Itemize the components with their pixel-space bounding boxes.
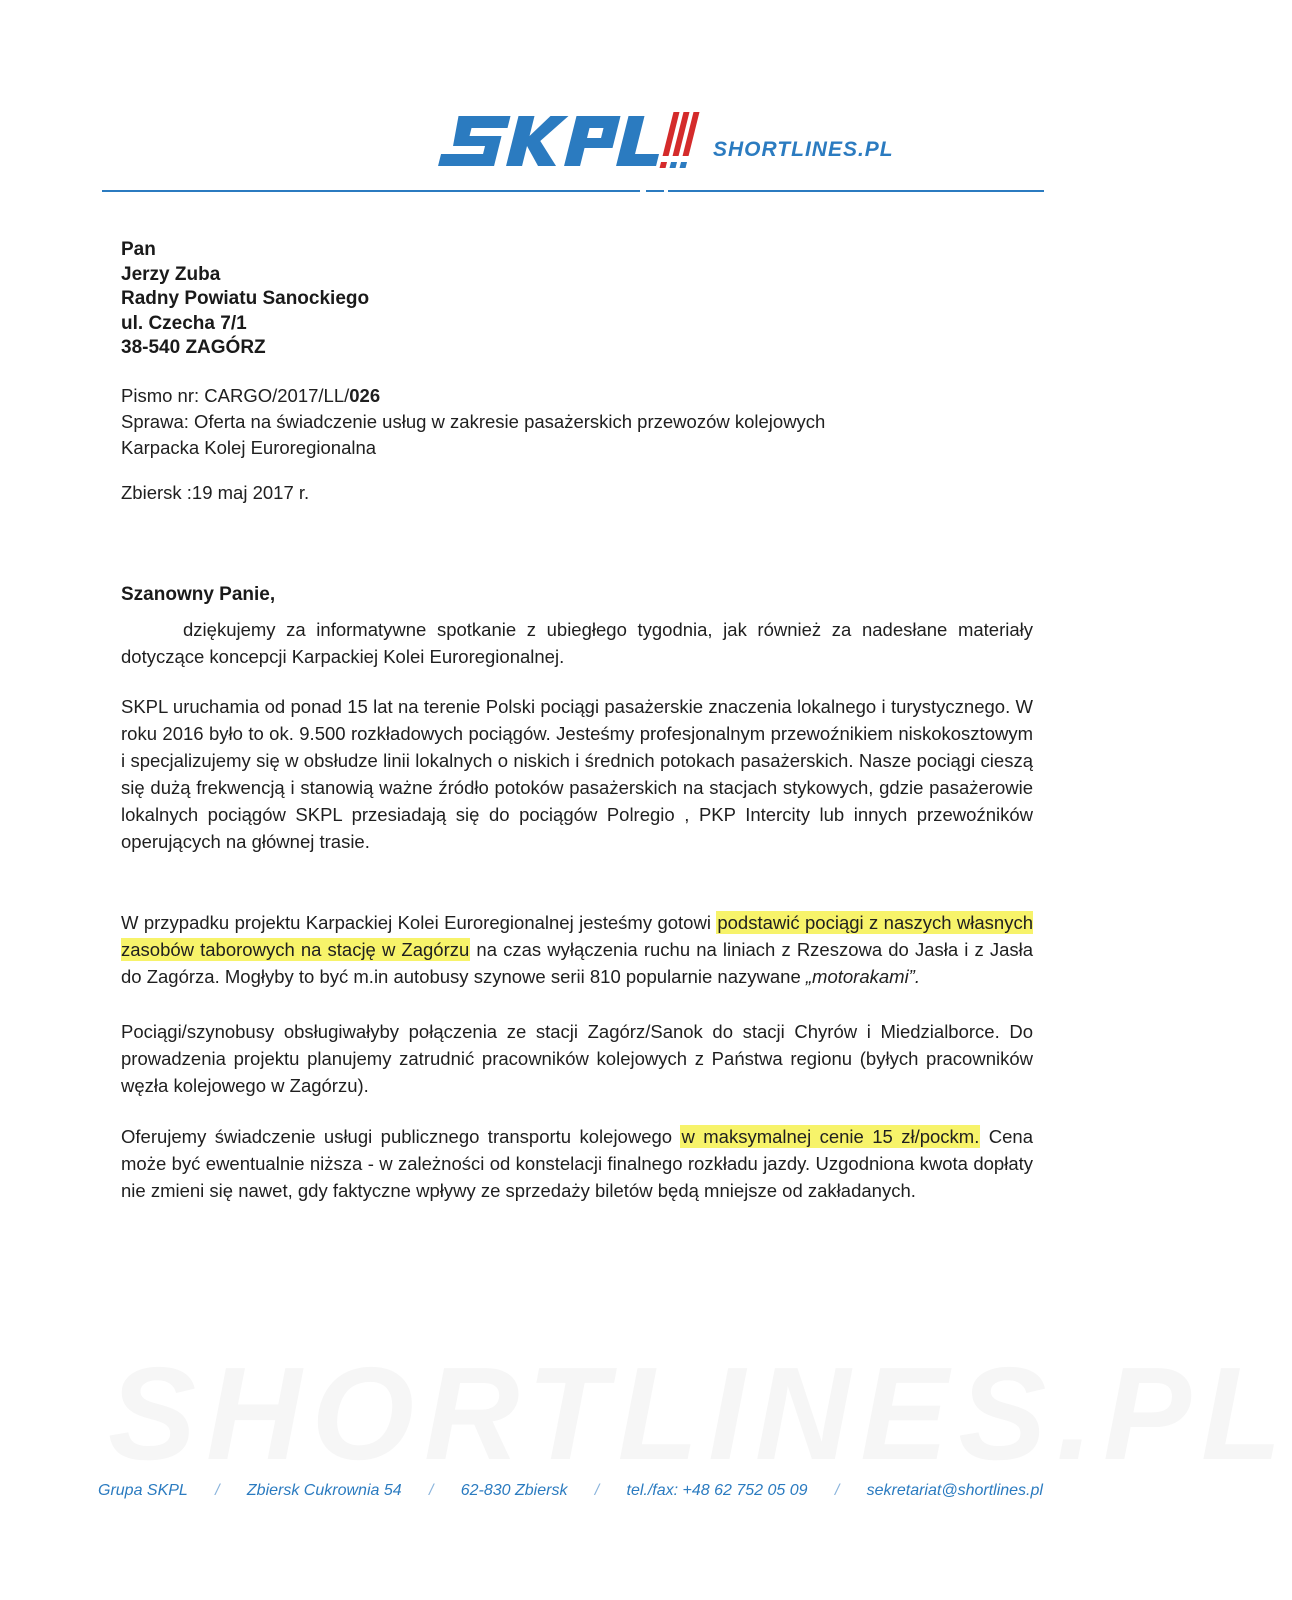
header-rule-dash (646, 190, 664, 192)
reference-id: 026 (349, 385, 381, 406)
watermark: SHORTLINES.PL (108, 1340, 1292, 1487)
letter-meta (121, 383, 825, 461)
subject-line-1: Sprawa: Oferta na świadczenie usług w zakresie pasażerskich przewozów kolejowych (121, 411, 826, 432)
recipient-city: 38-540 ZAGÓRZ (121, 337, 266, 358)
footer-separator: / (428, 1482, 434, 1499)
footer-address: Zbiersk Cukrownia 54 (246, 1482, 402, 1499)
footer (98, 1482, 1043, 1500)
skpl-logo (443, 106, 693, 176)
proposal-text-a: W przypadku projektu Karpackiej Kolei Euroregionalnej jesteśmy gotowi (121, 912, 717, 933)
reference-label: Pismo nr: CARGO/2017/LL/ (121, 385, 350, 406)
footer-separator: / (594, 1482, 600, 1499)
recipient-title: Pan (121, 239, 156, 260)
paragraph-connections: Pociągi/szynobusy obsługiwałyby połączenia ze stacji Zagórz/Sanok do stacji Chyrów i Miedzialborce. Do prowadzenia projektu planujemy zatrudnić pracowników kolejowych z Państwa regionu (byłych pracowników węzła kolejowego w Zagórzu). (121, 1021, 1033, 1096)
header-rule (102, 190, 1044, 192)
letter-date: Zbiersk :19 maj 2017 r. (121, 482, 310, 503)
footer-postal: 62-830 Zbiersk (460, 1482, 568, 1499)
site-name: SHORTLINES.PL (713, 138, 894, 161)
footer-separator: / (215, 1482, 220, 1499)
paragraph-offer (121, 1123, 1033, 1204)
offer-text-a: Oferujemy świadczenie usługi publicznego transportu kolejowego (121, 1126, 681, 1147)
reference-number (121, 383, 825, 409)
recipient-address (121, 238, 369, 361)
offer-text-b: Cena może być ewentualnie niższa - w zależności od konstelacji finalnego rozkładu jazdy. Uzgodniona kwota dopłaty nie zmieni się nawet, gdy faktyczne wpływy ze sprzedaży biletów będą mniejsze od zakładanych. (121, 1126, 1033, 1201)
paragraph-proposal (121, 909, 1033, 990)
proposal-text-b: na czas wyłączenia ruchu na liniach z Rzeszowa do Jasła i z Jasła do Zagórza. Mogłyby to być m.in autobusy szynowe serii 810 popularnie nazywane (121, 939, 1034, 987)
recipient-street: ul. Czecha 7/1 (121, 312, 247, 334)
paragraph-about-skpl: SKPL uruchamia od ponad 15 lat na terenie Polski pociągi pasażerskie znaczenia lokalnego i turystycznego. W roku 2016 było to ok. 9.500 rozkładowych pociągów. Jesteśmy profesjonalnym przewoźnikiem niskokosztowym i specjalizujemy się w obsłudze linii lokalnych o niskich i średnich potokach pasażerskich. Nasze pociągi cieszą się dużą frekwencją i stanowią ważne źródło potoków pasażerskich na stacjach stykowych, gdzie pasażerowie lokalnych pociągów SKPL przesiadają się do pociągów Polregio , PKP Intercity lub innych przewoźników operujących na głównej trasie. (121, 696, 1033, 852)
footer-email[interactable]: sekretariat@shortlines.pl (866, 1482, 1043, 1499)
skpl-logo-mark (443, 106, 693, 176)
proposal-nickname: „motorakami”. (805, 966, 920, 987)
recipient-position: Radny Powiatu Sanockiego (121, 288, 370, 309)
subject-line-2: Karpacka Kolej Euroregionalna (121, 437, 377, 458)
proposal-highlight: podstawić pociągi z naszych własnych zasobów taborowych na stację w Zagórzu (121, 912, 1034, 960)
salutation: Szanowny Panie, (121, 584, 276, 605)
recipient-name: Jerzy Zuba (121, 263, 221, 285)
footer-separator: / (834, 1482, 840, 1499)
footer-phone: tel./fax: +48 62 752 05 09 (626, 1482, 808, 1499)
footer-group: Grupa SKPL (98, 1482, 188, 1499)
offer-highlight: w maksymalnej cenie 15 zł/pockm. (681, 1126, 980, 1147)
paragraph-thanks: dziękujemy za informatywne spotkanie z ubiegłego tygodnia, jak również za nadesłane materiały dotyczące koncepcji Karpackiej Kolei Euroregionalnej. (121, 619, 1033, 667)
